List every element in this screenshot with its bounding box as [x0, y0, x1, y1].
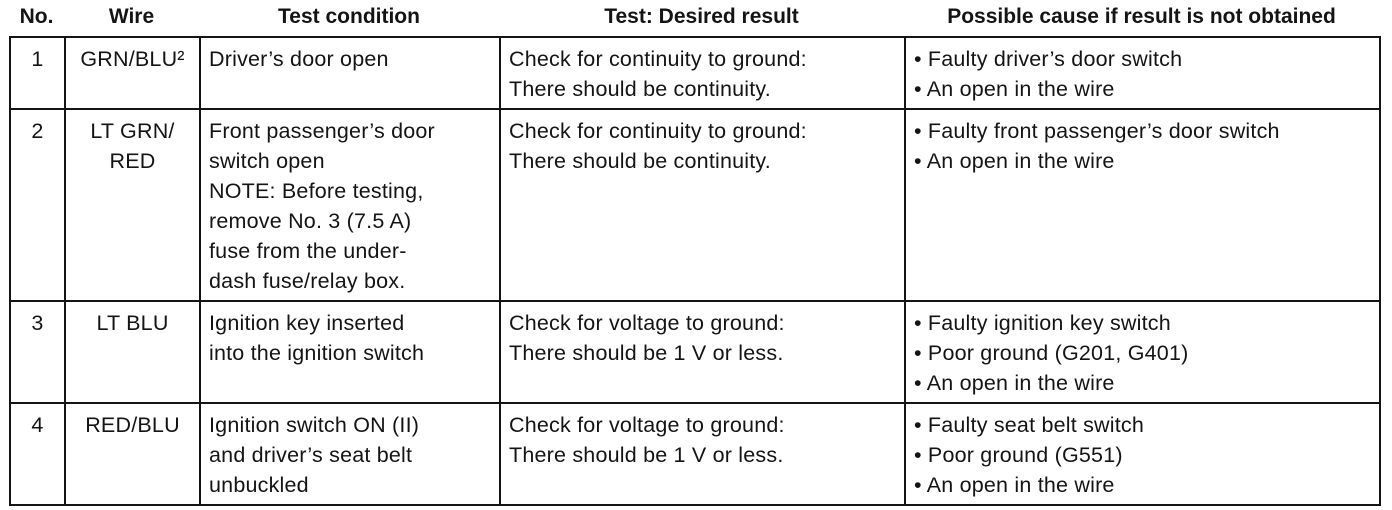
condition-cell — [200, 301, 500, 403]
condition-line: and driver’s seat belt — [209, 443, 413, 467]
result-line: There should be continuity. — [509, 149, 771, 173]
wire-text: RED — [109, 149, 156, 173]
cause-item: • An open in the wire — [914, 146, 1371, 176]
wire-cell — [65, 109, 200, 301]
wire-text: LT BLU — [96, 311, 169, 335]
condition-cell — [200, 403, 500, 505]
row-number — [10, 301, 65, 403]
cause-item: • Faulty front passenger’s door switch — [914, 116, 1371, 146]
troubleshooting-table — [9, 36, 1381, 506]
header-possible-cause: Possible cause if result is not obtained — [947, 5, 1336, 28]
table-row — [10, 37, 1380, 109]
result-line: Check for continuity to ground: — [509, 119, 807, 143]
result-line: There should be continuity. — [509, 77, 771, 101]
wire-cell — [65, 403, 200, 505]
result-line: There should be 1 V or less. — [509, 443, 784, 467]
cause-cell — [905, 403, 1380, 505]
wire-text: LT GRN/ — [90, 119, 175, 143]
condition-line: Front passenger’s door — [209, 119, 435, 143]
condition-line: Ignition switch ON (II) — [209, 413, 420, 437]
condition-note: NOTE: Before testing, — [209, 179, 424, 203]
condition-note: dash fuse/relay box. — [209, 269, 406, 293]
cause-item: • Faulty driver’s door switch — [914, 44, 1371, 74]
cause-cell — [905, 301, 1380, 403]
wire-cell — [65, 301, 200, 403]
table-row — [10, 403, 1380, 505]
condition-note: fuse from the under- — [209, 239, 407, 263]
result-cell — [500, 109, 905, 301]
condition-cell — [200, 109, 500, 301]
cause-item: • Poor ground (G551) — [914, 440, 1371, 470]
row-number — [10, 403, 65, 505]
cause-item: • An open in the wire — [914, 74, 1371, 104]
header-wire: Wire — [108, 5, 155, 28]
cause-item: • Poor ground (G201, G401) — [914, 338, 1371, 368]
cause-cell — [905, 37, 1380, 109]
result-cell — [500, 37, 905, 109]
condition-line: switch open — [209, 149, 325, 173]
condition-line: Ignition key inserted — [209, 311, 405, 335]
result-line: Check for voltage to ground: — [509, 311, 785, 335]
header-no: No. — [19, 5, 54, 28]
row-number-text: 4 — [31, 413, 44, 437]
header-test-condition: Test condition — [278, 5, 420, 28]
condition-line: Driver’s door open — [209, 47, 389, 71]
row-number-text: 1 — [31, 47, 44, 71]
condition-line: into the ignition switch — [209, 341, 425, 365]
row-number — [10, 109, 65, 301]
wire-text: GRN/BLU² — [80, 47, 185, 71]
row-number-text: 2 — [31, 119, 44, 143]
result-line: Check for continuity to ground: — [509, 47, 807, 71]
result-line: There should be 1 V or less. — [509, 341, 784, 365]
condition-line: unbuckled — [209, 473, 309, 497]
result-cell — [500, 301, 905, 403]
row-number-text: 3 — [31, 311, 44, 335]
cause-cell — [905, 109, 1380, 301]
condition-note: remove No. 3 (7.5 A) — [209, 209, 412, 233]
result-cell — [500, 403, 905, 505]
row-number — [10, 37, 65, 109]
table-row — [10, 301, 1380, 403]
cause-item: • Faulty seat belt switch — [914, 410, 1371, 440]
wire-text: RED/BLU — [85, 413, 180, 437]
header-desired-result: Test: Desired result — [604, 5, 799, 28]
table-row — [10, 109, 1380, 301]
condition-cell — [200, 37, 500, 109]
cause-item: • An open in the wire — [914, 470, 1371, 500]
wire-cell — [65, 37, 200, 109]
result-line: Check for voltage to ground: — [509, 413, 785, 437]
table-header — [9, 0, 1381, 34]
cause-item: • Faulty ignition key switch — [914, 308, 1371, 338]
cause-item: • An open in the wire — [914, 368, 1371, 398]
